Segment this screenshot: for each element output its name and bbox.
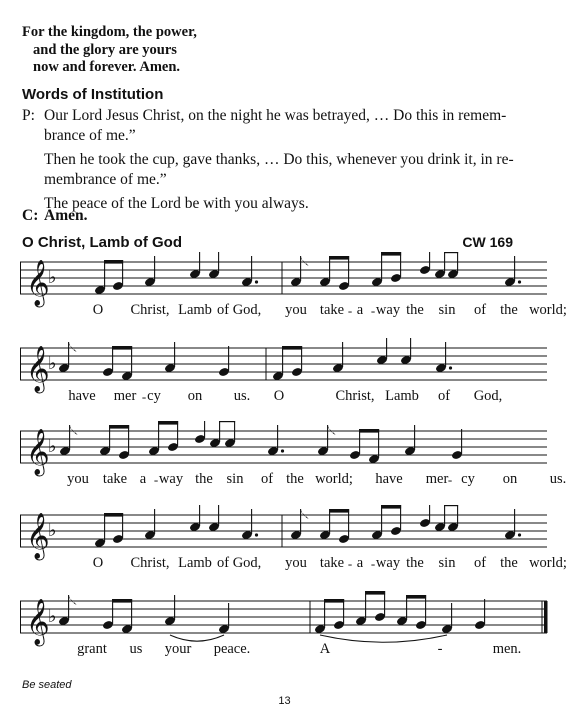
lyric-syllable: - (437, 641, 443, 657)
lyric-syllable: God, (232, 302, 262, 318)
augmentation-dot (255, 533, 258, 536)
institution-line-4: membrance of me.” (44, 171, 167, 188)
secondary-beam (444, 505, 458, 506)
secondary-beam (219, 421, 235, 422)
lyric-syllable: have (375, 471, 403, 487)
music-system-2 (20, 338, 548, 412)
treble-clef-icon: 𝄞 (26, 260, 50, 306)
congregation-label: C: (22, 207, 39, 224)
lyric-syllable: cy (147, 388, 161, 404)
secondary-beam (444, 252, 458, 253)
beam (406, 595, 426, 599)
lyric-syllable: the (500, 302, 518, 318)
augmentation-dot (518, 280, 521, 283)
augmentation-dot (449, 366, 452, 369)
key-signature-flat-icon: ♭ (48, 520, 57, 541)
lyric-hyphen: - (447, 472, 453, 487)
lyric-syllable: mer (425, 471, 449, 487)
beam (381, 505, 401, 509)
lyric-syllable: the (406, 555, 424, 571)
lyric-syllable: Christ, (335, 388, 375, 404)
lyric-syllable: a (356, 302, 364, 318)
words-of-institution-heading: Words of Institution (22, 86, 164, 103)
lyric-syllable: of (473, 302, 487, 318)
lyric-hyphen: - (153, 472, 159, 487)
slur (320, 635, 447, 642)
lyric-syllable: your (164, 641, 192, 657)
institution-line-3: Then he took the cup, gave thanks, … Do this, whenever you drink it, in re- (44, 151, 514, 168)
institution-line-1 (22, 106, 506, 126)
lyric-syllable: way (375, 302, 401, 318)
lyric-syllable: way (375, 555, 401, 571)
lyric-syllable: grant (77, 641, 107, 657)
lyric-syllable: world; (315, 471, 353, 487)
lyric-syllable: Christ, (130, 302, 170, 318)
lyric-syllable: mer (113, 388, 137, 404)
lyric-syllable: a (356, 555, 364, 571)
lyric-syllable: O (92, 302, 104, 318)
note-flag (301, 256, 309, 266)
doxology-line-2: and the glory are yours (33, 41, 177, 58)
beam (109, 425, 129, 429)
beam (381, 252, 401, 256)
rubric-be-seated: Be seated (22, 679, 72, 691)
page-number: 13 (278, 695, 291, 707)
treble-clef-icon: 𝄞 (26, 429, 50, 475)
lyric-syllable: on (502, 471, 518, 487)
lyric-syllable: of (473, 555, 487, 571)
lyric-hyphen: - (347, 303, 353, 318)
lyric-syllable: the (500, 555, 518, 571)
beam (104, 513, 123, 517)
note-flag (69, 595, 77, 605)
lyric-hyphen: - (370, 556, 376, 571)
final-barline-thick (544, 601, 548, 633)
augmentation-dot (518, 533, 521, 536)
lyric-syllable: Lamb (178, 555, 212, 571)
beam (282, 346, 302, 350)
lyric-syllable: way (158, 471, 184, 487)
beam (365, 591, 385, 595)
lyric-hyphen: - (347, 556, 353, 571)
beam (329, 509, 349, 513)
lyric-syllable: of (216, 302, 230, 318)
lyric-syllable: you (67, 471, 89, 487)
key-signature-flat-icon: ♭ (48, 436, 57, 457)
note-flag (69, 342, 77, 352)
beam (329, 256, 349, 260)
key-signature-flat-icon: ♭ (48, 606, 57, 627)
key-signature-flat-icon: ♭ (48, 353, 57, 374)
beam (359, 429, 379, 433)
lyric-syllable: take (319, 302, 345, 318)
doxology-line-3: now and forever. Amen. (33, 59, 181, 75)
lyric-hyphen: - (141, 389, 147, 404)
lyric-syllable: sin (226, 471, 244, 487)
doxology-line-1: For the kingdom, the power, (22, 24, 197, 40)
beam (112, 599, 132, 603)
hymn-number: CW 169 (462, 234, 513, 250)
lyric-syllable: us. (549, 471, 567, 487)
note-flag (328, 425, 336, 435)
lyric-syllable: world; (529, 555, 567, 571)
beam (324, 599, 344, 603)
lyric-syllable: A (319, 641, 331, 657)
beam (112, 346, 132, 350)
augmentation-dot (255, 280, 258, 283)
lyric-syllable: world; (529, 302, 567, 318)
congregation-response (22, 206, 87, 226)
lyric-syllable: take (319, 555, 345, 571)
lyric-syllable: sin (438, 555, 456, 571)
lyric-syllable: God, (473, 388, 503, 404)
lyric-syllable: the (406, 302, 424, 318)
lyric-syllable: of (216, 555, 230, 571)
key-signature-flat-icon: ♭ (48, 267, 57, 288)
institution-line-5: The peace of the Lord be with you always. (44, 195, 309, 212)
music-system-5 (20, 591, 548, 665)
lyric-syllable: the (286, 471, 304, 487)
institution-line-2: brance of me.” (44, 127, 136, 144)
note-flag (70, 425, 78, 435)
lyric-syllable: peace. (213, 641, 251, 657)
lyric-syllable: Christ, (130, 555, 170, 571)
music-system-1 (20, 252, 567, 326)
beam (158, 421, 178, 425)
lyric-syllable: O (273, 388, 285, 404)
lyric-syllable: have (68, 388, 96, 404)
lyric-syllable: on (187, 388, 203, 404)
institution-text-1: Our Lord Jesus Christ, on the night he was betrayed, … Do this in remem- (44, 107, 507, 124)
treble-clef-icon: 𝄞 (26, 599, 50, 645)
note-flag (301, 509, 309, 519)
hymn-title: O Christ, Lamb of God (22, 234, 182, 251)
lyric-syllable: God, (232, 555, 262, 571)
lyric-syllable: men. (492, 641, 522, 657)
lyric-syllable: a (139, 471, 147, 487)
lyric-syllable: take (102, 471, 128, 487)
pastor-label: P: (22, 107, 35, 124)
closing-doxology (22, 24, 197, 77)
lyric-hyphen: - (370, 303, 376, 318)
lyric-syllable: of (260, 471, 274, 487)
congregation-amen: Amen. (44, 207, 88, 224)
treble-clef-icon: 𝄞 (26, 513, 50, 559)
lyric-syllable: O (92, 555, 104, 571)
beam (104, 260, 123, 264)
treble-clef-icon: 𝄞 (26, 346, 50, 392)
music-system-3 (20, 421, 567, 495)
music-system-4 (20, 505, 567, 579)
lyric-syllable: you (285, 555, 307, 571)
lyric-syllable: sin (438, 302, 456, 318)
lyric-syllable: the (195, 471, 213, 487)
lyric-syllable: cy (461, 471, 475, 487)
lyric-syllable: you (285, 302, 307, 318)
lyric-syllable: Lamb (385, 388, 419, 404)
augmentation-dot (281, 449, 284, 452)
lyric-syllable: of (437, 388, 451, 404)
lyric-syllable: us (129, 641, 143, 657)
lyric-syllable: Lamb (178, 302, 212, 318)
lyric-syllable: us. (233, 388, 251, 404)
